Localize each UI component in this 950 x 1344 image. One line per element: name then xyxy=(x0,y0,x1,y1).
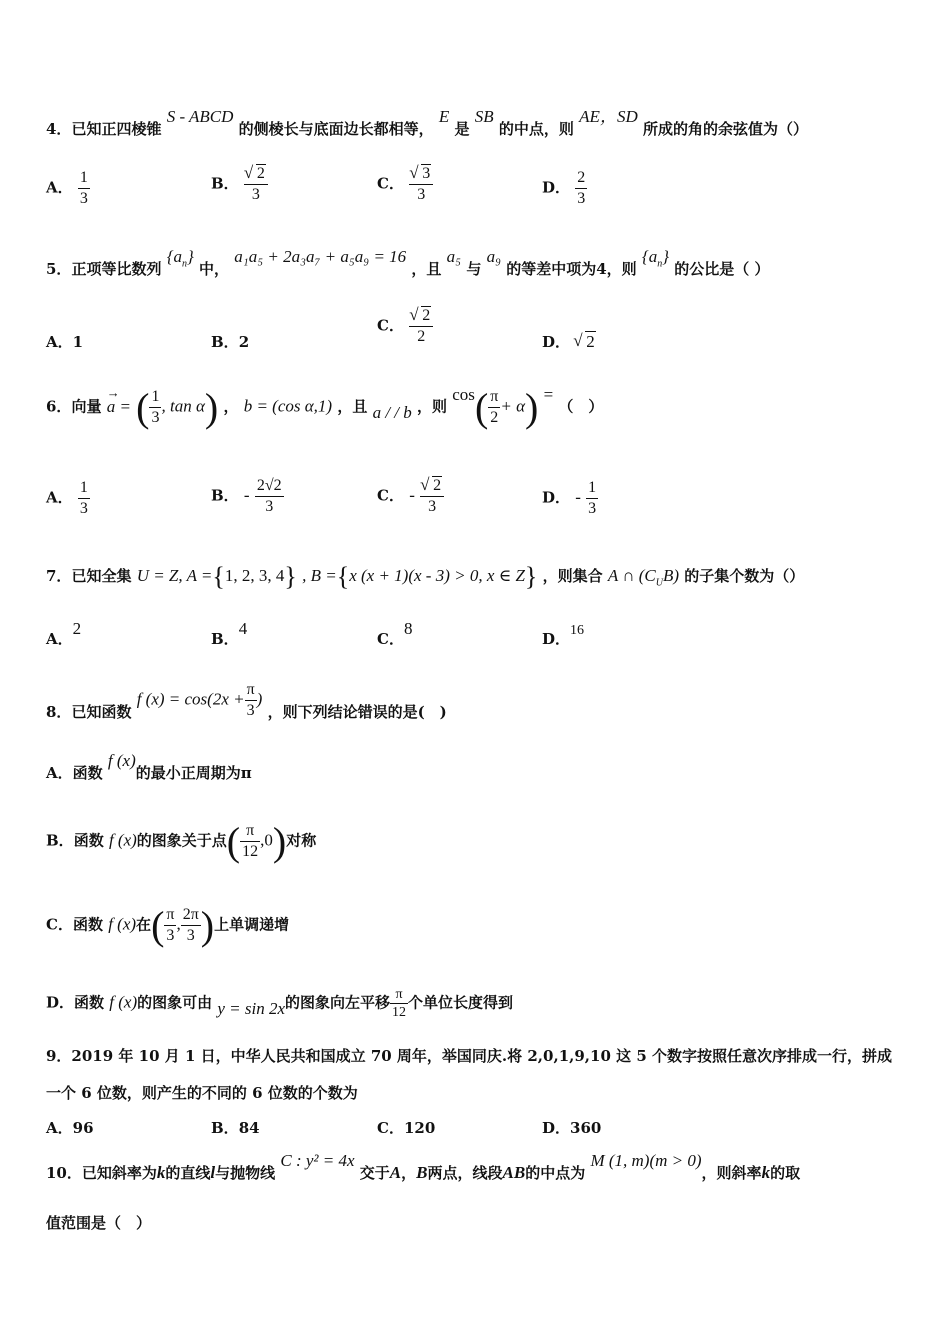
option-d xyxy=(542,478,598,519)
left-brace: { xyxy=(336,562,350,591)
math-expr: ) xyxy=(256,689,263,709)
minus-sign: - xyxy=(575,487,581,507)
option-text: 函数 xyxy=(73,831,104,850)
question-text: 的中点为 xyxy=(525,1164,586,1182)
fraction xyxy=(420,476,444,517)
question-10-line1 xyxy=(46,1151,801,1183)
vector-arrow: → xyxy=(106,384,120,400)
option-c xyxy=(377,618,413,648)
option-a xyxy=(46,478,90,519)
option-text: 的图象向左平移 xyxy=(285,993,391,1012)
option-label: C． xyxy=(377,1119,404,1137)
denominator: 3 xyxy=(588,500,597,517)
right-paren: ) xyxy=(272,819,287,864)
fraction xyxy=(255,476,284,517)
math-expr: a₅ xyxy=(446,247,462,266)
question-text: 中， xyxy=(199,260,230,278)
radicand: 2 xyxy=(433,477,442,494)
math-expr: B) xyxy=(662,566,680,585)
option-text: 的图象可由 xyxy=(137,993,213,1012)
fraction xyxy=(586,478,598,519)
math-expr: = xyxy=(543,384,554,404)
math-expr: AE，SD xyxy=(579,107,638,126)
fraction xyxy=(409,164,433,205)
left-paren: ( xyxy=(151,903,165,948)
option-value: 84 xyxy=(238,1119,260,1137)
fraction xyxy=(164,905,176,946)
option-text: 的最小正周期为π xyxy=(135,764,252,782)
sqrt xyxy=(411,164,431,184)
denominator: 12 xyxy=(242,843,259,860)
fraction xyxy=(78,168,90,209)
math-expr: a xyxy=(173,247,182,266)
left-paren: ( xyxy=(474,385,489,430)
denominator: 2 xyxy=(490,409,499,426)
question-text: 的取 xyxy=(770,1164,801,1182)
question-text: 两点，线段 xyxy=(427,1164,503,1182)
right-brace: } xyxy=(284,562,297,591)
option-a xyxy=(46,618,82,648)
sequence-symbol: $\{a_n\}$ xyxy=(641,247,670,270)
question-number: 7． xyxy=(46,567,72,585)
denominator: 3 xyxy=(417,186,426,203)
subscript: U xyxy=(655,577,663,589)
question-text: ，则斜率 xyxy=(701,1164,762,1182)
question-text: 交于 xyxy=(359,1164,390,1182)
numerator xyxy=(409,164,433,185)
sqrt xyxy=(575,332,596,352)
right-paren: ) xyxy=(200,903,215,948)
question-text: 的子集个数为（） xyxy=(684,567,805,585)
math-var: l xyxy=(210,1163,216,1182)
option-label: A． xyxy=(46,178,73,197)
numerator: 1 xyxy=(586,478,598,499)
right-brace: } xyxy=(524,562,538,591)
math-var: A xyxy=(389,1163,402,1182)
math-expr: f (x) xyxy=(109,992,138,1012)
option-label: D． xyxy=(542,488,571,507)
math-var: k xyxy=(761,1163,771,1182)
question-text: 与抛物线 xyxy=(215,1164,276,1182)
numerator: 1 xyxy=(78,168,90,189)
question-text: 所成的角的余弦值为（） xyxy=(642,120,808,138)
question-9-line1: 9．2019 年 10 月 1 日，中华人民共和国成立 70 周年，举国同庆.将 2,0,1,9,10 这 5 个数字按照任意次序排成一行，拼成 xyxy=(46,1047,892,1065)
option-b xyxy=(211,618,248,648)
denominator: 3 xyxy=(186,927,195,944)
option-b xyxy=(46,818,316,865)
option-text: 个单位长度得到 xyxy=(408,993,514,1012)
question-text: 向量 xyxy=(71,397,102,416)
option-a xyxy=(46,751,252,783)
option-label: D． xyxy=(46,993,75,1012)
math-expr: ,0 xyxy=(260,830,273,850)
left-brace: { xyxy=(212,562,225,591)
left-paren: ( xyxy=(226,819,241,864)
minus-sign: - xyxy=(243,485,250,505)
set-expr xyxy=(607,566,680,589)
option-text: 上单调递增 xyxy=(214,915,290,934)
option-label: C． xyxy=(377,486,404,505)
denominator: 3 xyxy=(151,409,160,426)
fraction xyxy=(78,478,90,519)
question-text: ，且 xyxy=(411,260,442,278)
fraction xyxy=(245,680,257,721)
math-expr: a xyxy=(648,247,658,266)
option-label: B． xyxy=(211,486,239,505)
denominator: 3 xyxy=(265,498,274,515)
numerator: π xyxy=(390,986,408,1004)
question-text: ， xyxy=(401,1164,417,1182)
math-expr: cos xyxy=(452,384,475,404)
radicand: 3 xyxy=(422,165,431,182)
denominator: 12 xyxy=(392,1005,407,1020)
denominator: 3 xyxy=(79,500,88,517)
question-7 xyxy=(46,562,804,592)
question-text: 的等差中项为4，则 xyxy=(506,260,637,278)
option-a xyxy=(46,331,83,352)
option-value: 360 xyxy=(570,1119,602,1137)
option-c xyxy=(377,476,444,517)
numerator xyxy=(409,306,433,327)
option-label: D． xyxy=(542,1119,571,1137)
question-text: ，且 xyxy=(337,397,368,416)
numerator: 2π xyxy=(181,905,201,926)
option-value: 120 xyxy=(403,1119,436,1137)
option-label: B． xyxy=(46,831,74,850)
fraction xyxy=(488,387,500,428)
option-c xyxy=(46,902,289,949)
denominator: 3 xyxy=(246,702,255,719)
numerator: π xyxy=(164,905,176,926)
math-expr: C : y² = 4x xyxy=(280,1151,355,1170)
radicand: 2 xyxy=(586,332,595,351)
math-expr: f (x) xyxy=(108,830,137,850)
option-text: 函数 xyxy=(72,764,103,782)
option-c xyxy=(377,306,433,347)
denominator: 2 xyxy=(417,328,426,345)
math-expr: a / / b xyxy=(372,402,412,422)
option-label: B． xyxy=(211,333,239,351)
option-c xyxy=(377,164,433,205)
question-text: ， xyxy=(223,397,239,416)
option-value: 2 xyxy=(238,333,250,351)
denominator: 3 xyxy=(166,927,175,944)
numerator: 2 xyxy=(575,168,587,189)
math-expr: SB xyxy=(474,107,494,126)
option-d xyxy=(542,618,585,648)
question-text: 正项等比数列 xyxy=(71,260,162,278)
question-text: ，则 xyxy=(417,397,448,416)
option-value: 8 xyxy=(403,619,413,638)
fraction xyxy=(390,986,408,1021)
question-9-line2: 一个 6 位数，则产生的不同的 6 位数的个数为 xyxy=(46,1084,358,1102)
question-text: ，则下列结论错误的是( ) xyxy=(267,702,447,721)
radicand: 2 xyxy=(422,307,431,324)
math-expr: M (1, m)(m > 0) xyxy=(590,1151,702,1170)
math-expr: f (x) xyxy=(107,751,136,770)
minus-sign: - xyxy=(409,485,415,505)
option-b xyxy=(211,164,268,205)
question-number: 6． xyxy=(46,397,72,416)
fraction xyxy=(181,905,201,946)
set-condition: x (x + 1)(x - 3) > 0, x ∈ Z xyxy=(349,566,525,585)
option-c xyxy=(377,1117,435,1138)
numerator xyxy=(420,476,444,497)
option-value: 16 xyxy=(570,623,585,638)
option-label: A． xyxy=(46,1119,73,1137)
math-expr: A ∩ (C xyxy=(607,566,656,585)
option-d xyxy=(46,986,513,1021)
question-number: 5． xyxy=(46,260,72,278)
numerator: 2√2 xyxy=(255,476,284,497)
option-d xyxy=(542,331,596,352)
numerator xyxy=(244,164,268,185)
set-elements: 1, 2, 3, 4 xyxy=(224,566,285,585)
question-text: 的侧棱长与底面边长都相等， xyxy=(238,120,434,138)
option-label: B． xyxy=(211,630,239,648)
option-d xyxy=(542,168,587,209)
question-5 xyxy=(46,247,770,281)
option-text: 函数 xyxy=(72,915,103,934)
sequence-symbol: $\{a_n\}$ xyxy=(166,247,194,270)
denominator: 3 xyxy=(251,186,260,203)
question-text: 的直线 xyxy=(165,1164,211,1182)
sqrt xyxy=(246,164,266,184)
option-value: 4 xyxy=(238,619,248,638)
option-label: C． xyxy=(377,174,404,193)
radicand: 2 xyxy=(256,165,265,182)
fraction xyxy=(149,387,161,428)
denominator: 3 xyxy=(428,498,437,515)
option-label: A． xyxy=(46,630,73,648)
option-label: A． xyxy=(46,764,73,782)
question-text: 与 xyxy=(466,260,482,278)
equation: a₁a₅ + 2a₃a₇ + a₅a₉ = 16 xyxy=(234,247,407,266)
question-text: 是 xyxy=(454,120,470,138)
numerator: π xyxy=(488,387,500,408)
option-d xyxy=(542,1117,601,1138)
math-var: k xyxy=(156,1163,166,1182)
numerator: 1 xyxy=(78,478,90,499)
numerator: π xyxy=(245,680,257,701)
option-label: A． xyxy=(46,333,73,351)
option-value: 2 xyxy=(72,619,82,638)
option-b xyxy=(211,331,249,352)
question-text: 已知正四棱锥 xyxy=(71,120,162,138)
math-expr: f (x) xyxy=(108,914,137,934)
right-paren: ) xyxy=(204,385,219,430)
math-expr: a₉ xyxy=(486,247,501,266)
numerator: 1 xyxy=(149,387,161,408)
question-number: 8． xyxy=(46,702,72,721)
question-10-line2: 值范围是（ ） xyxy=(46,1214,152,1232)
question-text: （ ） xyxy=(558,397,604,416)
denominator: 3 xyxy=(577,190,586,207)
question-text: 的中点，则 xyxy=(498,120,574,138)
option-text: 在 xyxy=(136,915,152,934)
question-6 xyxy=(46,384,603,431)
math-expr: a = xyxy=(106,396,131,416)
right-paren: ) xyxy=(525,385,539,430)
question-text: 的公比是（ ） xyxy=(674,260,770,278)
option-value: 1 xyxy=(72,333,84,351)
option-a xyxy=(46,168,90,209)
math-expr: , tan α xyxy=(161,396,205,416)
sqrt xyxy=(411,306,431,326)
fraction xyxy=(240,821,260,862)
math-expr: U = Z, A = xyxy=(136,566,213,585)
option-b xyxy=(211,1117,260,1138)
option-text: 对称 xyxy=(286,831,317,850)
denominator: 3 xyxy=(79,190,88,207)
option-label: B． xyxy=(211,1119,239,1137)
option-b xyxy=(211,476,284,517)
option-label: D． xyxy=(542,178,571,197)
math-expr: f (x) = cos(2x + xyxy=(136,689,245,709)
question-number: 4． xyxy=(46,120,72,138)
math-expr: + α xyxy=(500,396,525,416)
math-expr: E xyxy=(438,107,450,126)
math-expr: y = sin 2x xyxy=(217,998,286,1018)
vector-a xyxy=(106,384,131,417)
math-var: B xyxy=(416,1163,428,1182)
numerator: π xyxy=(240,821,260,842)
fraction xyxy=(244,164,268,205)
option-text: 函数 xyxy=(74,993,105,1012)
sqrt xyxy=(422,476,442,496)
question-text: ，则集合 xyxy=(542,567,603,585)
option-text: 的图象关于点 xyxy=(136,831,227,850)
question-text: 10．已知斜率为 xyxy=(46,1164,157,1182)
question-text: 已知全集 xyxy=(71,567,132,585)
math-expr: , B = xyxy=(302,566,337,585)
question-4 xyxy=(46,107,808,139)
option-label: A． xyxy=(46,488,73,507)
math-expr: S - ABCD xyxy=(166,107,234,126)
option-label: B． xyxy=(211,174,239,193)
math-expr: b = (cos α,1) xyxy=(243,396,333,416)
left-paren: ( xyxy=(136,385,150,430)
option-label: C． xyxy=(46,915,73,934)
option-value: 96 xyxy=(72,1119,94,1137)
comma: , xyxy=(176,914,181,934)
option-label: C． xyxy=(377,316,404,335)
option-label: D． xyxy=(542,630,571,648)
fraction xyxy=(409,306,433,347)
fraction xyxy=(575,168,587,209)
question-8 xyxy=(46,680,447,721)
option-label: C． xyxy=(377,630,404,648)
question-text: 已知函数 xyxy=(71,702,132,721)
option-label: D． xyxy=(542,333,571,351)
math-var: AB xyxy=(502,1163,526,1182)
option-a xyxy=(46,1117,94,1138)
